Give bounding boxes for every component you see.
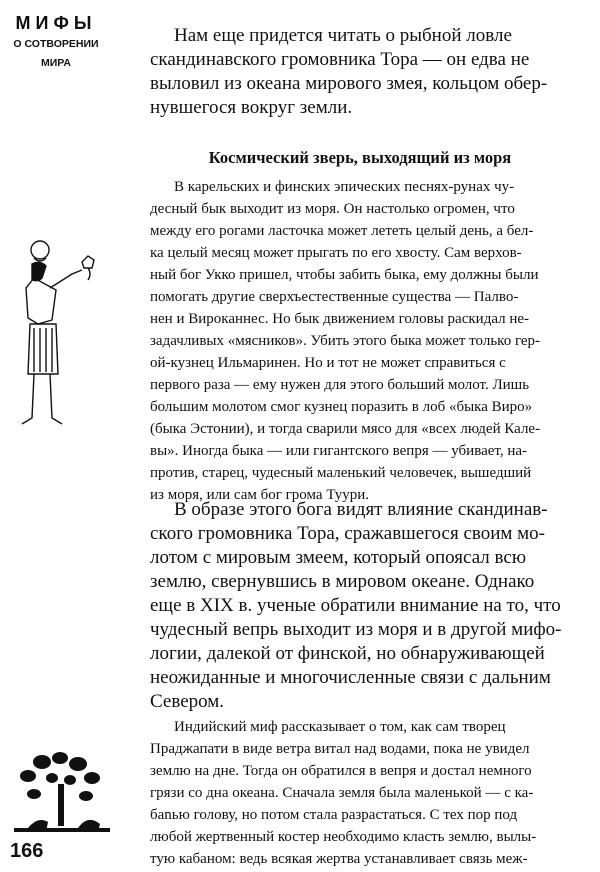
text-line: ой-кузнец Ильмаринен. Но и тот не может справиться с (150, 355, 506, 371)
text-line: логии, далекой от финской, но обнаруживающей (150, 643, 545, 664)
text-line: В карельских и финских эпических песнях-рунах чу- (174, 179, 515, 195)
text-line: ный бог Укко пришел, чтобы забить быка, ему должны были (150, 267, 539, 283)
text-line: неожиданные и многочисленные связи с дальним (150, 667, 551, 688)
text-line: нувшегося вокруг земли. (150, 97, 353, 118)
text-line: лотом с мировым змеем, который опоясал всю (150, 547, 527, 568)
text-line: против, старец, чудесный маленький человечек, вышедший (150, 465, 532, 481)
page-number: 166 (10, 840, 44, 862)
book-subtitle-2: МИРА (41, 57, 71, 69)
text-line: землю на дне. Тогда он обратился в вепря и достал немного (150, 763, 532, 779)
book-subtitle: О СОТВОРЕНИИ (13, 38, 99, 50)
text-line: десный бык выходит из моря. Он настолько огромен, что (150, 201, 515, 217)
text-line: из моря, или сам бог грома Туури. (150, 487, 370, 503)
text-line: между его рогами ласточка может лететь целый день, а бел- (150, 223, 534, 239)
text-line: В образе этого бога видят влияние скандинав- (174, 499, 548, 520)
text-line: чудесный вепрь выходит из моря и в другой мифо- (150, 619, 562, 640)
text-line: вы». Иногда быка — или гигантского вепря — убивает, на- (150, 443, 527, 459)
text-line: выловил из океана мирового змея, кольцом обер- (150, 73, 548, 94)
text-line: Севером. (150, 691, 225, 712)
section-heading: Космический зверь, выходящий из моря (208, 148, 512, 167)
text-line: грязи со дна океана. Сначала земля была маленькой — с ка- (150, 785, 534, 801)
text-line: Нам еще придется читать о рыбной ловле (174, 25, 512, 46)
egyptian-god-illustration (4, 238, 116, 438)
text-line: (быка Эстонии), и тогда сварили мясо для «всех людей Кале- (150, 421, 541, 437)
text-line: еще в XIX в. ученые обратили внимание на то, что (150, 595, 561, 616)
tree-illustration (8, 748, 116, 834)
text-line: тую кабаном: ведь всякая жертва устанавливает связь меж- (150, 851, 528, 867)
text-line: Индийский миф рассказывает о том, как сам творец (174, 719, 506, 735)
text-line: Праджапати в виде ветра витал над водами, пока не увидел (150, 741, 530, 757)
text-line: нен и Вироканнес. Но бык движением головы раскидал не- (150, 311, 530, 327)
text-line: землю, свернувшись в мировом океане. Однако (150, 571, 535, 592)
book-title: МИФЫ (15, 13, 97, 33)
text-line: бanью голову, но потом стала разрастаться. С тех пор под (150, 807, 518, 823)
text-line: большим молотом смог кузнец поразить в лоб «быка Виро» (150, 399, 533, 415)
text-line: любой жертвенный костер необходимо класть землю, вылы- (150, 829, 537, 845)
text-line: помогать другие сверхъестественные существа — Палво- (150, 289, 519, 305)
running-header (10, 12, 102, 72)
text-line: первого раза — ему нужен для этого больший молот. Лишь (150, 377, 530, 393)
text-line: ского громовника Тора, сражавшегося своим мо- (150, 523, 546, 544)
text-line: скандинавского громовника Тора — он едва не (150, 49, 530, 70)
text-line: ка целый месяц может прыгать по его хвосту. Сам верхов- (150, 245, 522, 261)
text-line: задачливых «мясников». Убить этого быка может только гер- (150, 333, 541, 349)
